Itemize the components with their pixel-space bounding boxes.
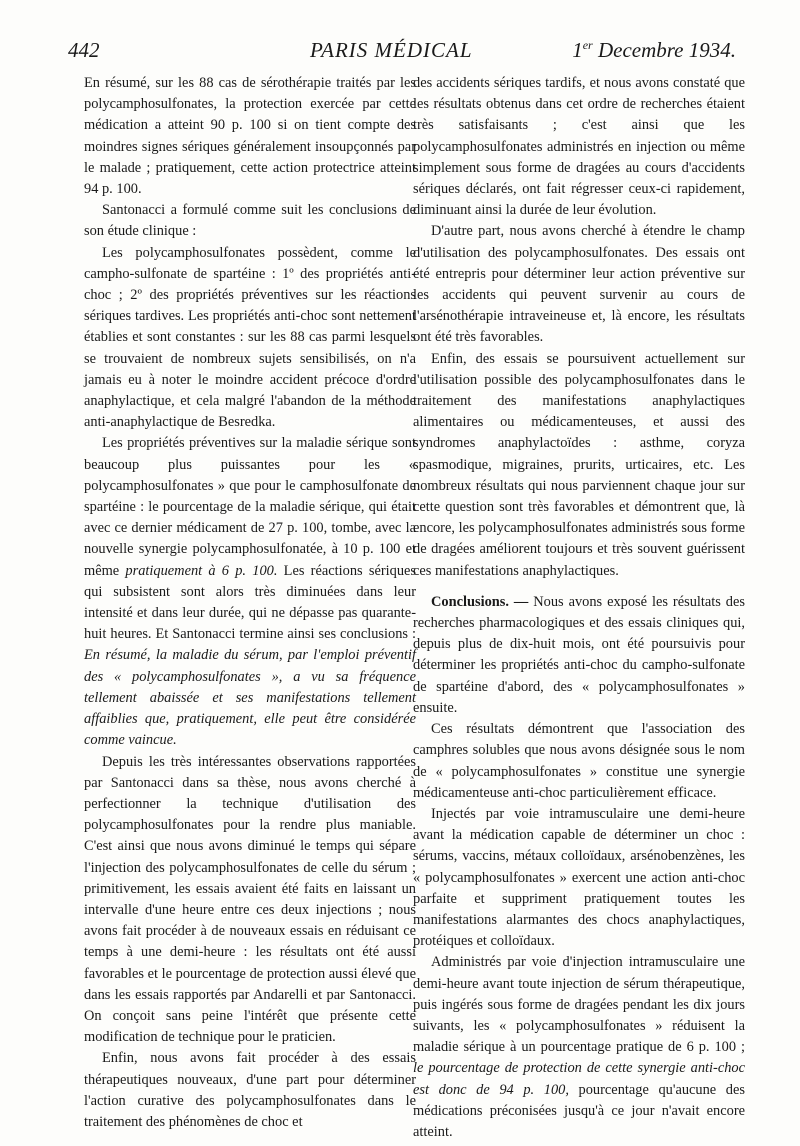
emphasis-text: pratiquement à 6 p. 100. — [125, 562, 278, 579]
paragraph: Enfin, nous avons fait procéder à des essais thérapeutiques nouveaux, d'une part pour déterminer l'action curative des polycamphosulfonates dans le traitement des phénomènes de choc et — [84, 1050, 416, 1130]
issue-date — [572, 38, 736, 63]
page-number: 442 — [68, 38, 100, 62]
section-heading: Conclusions. — — [431, 593, 529, 610]
emphasis-text: le pourcentage de protection de cette synergie anti-choc est donc de 94 p. 100, — [413, 1060, 745, 1098]
paragraph: Les polycamphosulfonates possèdent, comme le campho-sulfonate de spartéine : 1º des propriétés anti-choc ; 2º des propriétés préventives sur les réactions sériques tardives. Les propriétés anti-choc sont nettement établies et sont constantes : sur les 88 cas parmi lesquels se trouvaient de nombreux sujets sensibilisés, on n'a jamais eu à noter le moindre accident précoce d'ordre anaphylactique, et cela malgré l'abandon de la méthode anti-anaphylactique de Besredka. — [84, 244, 416, 431]
paragraph: Enfin, des essais se poursuivent actuellement sur l'utilisation possible des polycamphosulfonates dans le traitement des manifestations anaphylactiques alimentaires ou médicamenteuses, et aussi des syndromes anaphylactoïdes : asthme, coryza spasmodique, migraines, prurits, urticaires, etc. Les nombreux résultats qui nous parviennent chaque jour sur cette question sont très favorables et démontrent que, là encore, les polycamphosulfonates administrés sous forme de dragées améliorent toujours et très souvent guérissent ces manifestations anaphylactiques. — [413, 350, 745, 579]
paragraph — [84, 433, 416, 751]
text-run: Nous avons exposé les résultats des recherches pharmacologiques et des essais cliniques qui, depuis plus de dix-huit mois, ont été poursuivis pour déterminer les propriétés anti-choc du campho-sulfonate de spartéine d'abord, des « polycamphosulfonates » ensuite. — [413, 593, 745, 716]
paragraph — [413, 592, 745, 719]
right-column — [413, 73, 745, 1143]
date-month-year: Decembre 1934. — [592, 38, 736, 62]
paragraph: Ces résultats démontrent que l'association des camphres solubles que nous avons désignée sous le nom de « polycamphosulfonates » constitue une synergie médicamenteuse anti-choc particulièrement efficace. — [413, 721, 745, 801]
journal-title: PARIS MÉDICAL — [310, 38, 473, 62]
text-run: Administrés par voie d'injection intramusculaire une demi-heure avant toute injection de sérum thérapeutique, puis ingérés sous forme de dragées pendant les dix jours suivants, les « polycamphosulfonates » réduisent la maladie sérique à un pourcentage pratique de 6 p. 100 ; — [413, 954, 745, 1056]
date-ordinal: er — [582, 38, 593, 52]
paragraph — [413, 952, 745, 1143]
paragraph: D'autre part, nous avons cherché à étendre le champ d'utilisation des polycamphosulfonates. Des essais ont été entrepris pour déterminer leur action préventive sur les accidents qui peuvent survenir au cours de l'arsénothérapie intraveineuse et, là encore, les résultats ont été très favorables. — [413, 223, 745, 346]
text-run: Les propriétés préventives sur la maladie sérique sont beaucoup plus puissantes pour les « polycamphosulfonates » que pour le camphosulfonate de spartéine : le pourcentage de la maladie sérique, qui était avec ce dernier médicament de 27 p. 100, tombe, avec la nouvelle synergie polycamphosulfonatée, à 10 p. 100 et même — [84, 435, 416, 579]
quoted-conclusion: En résumé, la maladie du sérum, par l'emploi préventif des « polycamphosulfonates », a vu sa fréquence tellement abaissée et ses manifestations tellement affaiblies que, pratiquement, elle peut être considérée comme vaincue. — [84, 647, 416, 749]
paragraph: En résumé, sur les 88 cas de sérothérapie traités par les polycamphosulfonates, la protection exercée par cette médication a atteint 90 p. 100 si on tient compte des moindres signes sériques généralement insoupçonnés par le malade ; pratiquement, cette action protectrice atteint 94 p. 100. — [84, 75, 416, 198]
paragraph: Santonacci a formulé comme suit les conclusions de son étude clinique : — [84, 202, 416, 240]
date-day: 1 — [572, 38, 583, 62]
paragraph: Injectés par voie intramusculaire une demi-heure avant la médication capable de déterminer un choc : sérums, vaccins, métaux colloïdaux, arsénobenzènes, les « polycamphosulfonates » exercent une action anti-choc parfaite et suppriment pratiquement toutes les manifestations alarmantes des chocs anaphylactiques, protéiques et colloïdaux. — [413, 805, 745, 950]
paragraph: Depuis les très intéressantes observations rapportées par Santonacci dans sa thèse, nous avons cherché à perfectionner la technique d'utilisation des polycamphosulfonates pour la rendre plus maniable. C'est ainsi que nous avons diminué le temps qui sépare l'injection des polycamphosulfonates de celle du sérum ; primitivement, les essais avaient été faits en laissant un intervalle d'une heure entre ces deux injections ; nous avons fait procéder à de nouveaux essais en réduisant ce temps à une demi-heure : les résultats ont été aussi favorables et le pourcentage de protection aussi élevé que dans les essais rapportés par Andarelli et par Santonacci. On conçoit sans peine l'intérêt que présente cette modification de technique pour le praticien. — [84, 753, 416, 1046]
text-run: Les réactions sériques qui subsistent sont alors très diminuées dans leur intensité et dans leur durée, qui ne dépasse pas quarante-huit heures. Et Santonacci termine ainsi ses conclusions : — [84, 562, 417, 643]
page-header — [68, 38, 736, 68]
paragraph: des accidents sériques tardifs, et nous avons constaté que les résultats obtenus dans cet ordre de recherches étaient très satisfaisants ; c'est ainsi que les polycamphosulfonates administrés en injection ou même simplement sous forme de dragées au cours d'accidents sériques déclarés, ont fait régresser ceux-ci rapidement, diminuant ainsi la durée de leur évolution. — [413, 75, 745, 219]
left-column — [84, 73, 416, 1133]
text-run: pourcentage qu'aucune des médications préconisées jusqu'à ce jour n'avait encore atteint. — [413, 1081, 745, 1140]
